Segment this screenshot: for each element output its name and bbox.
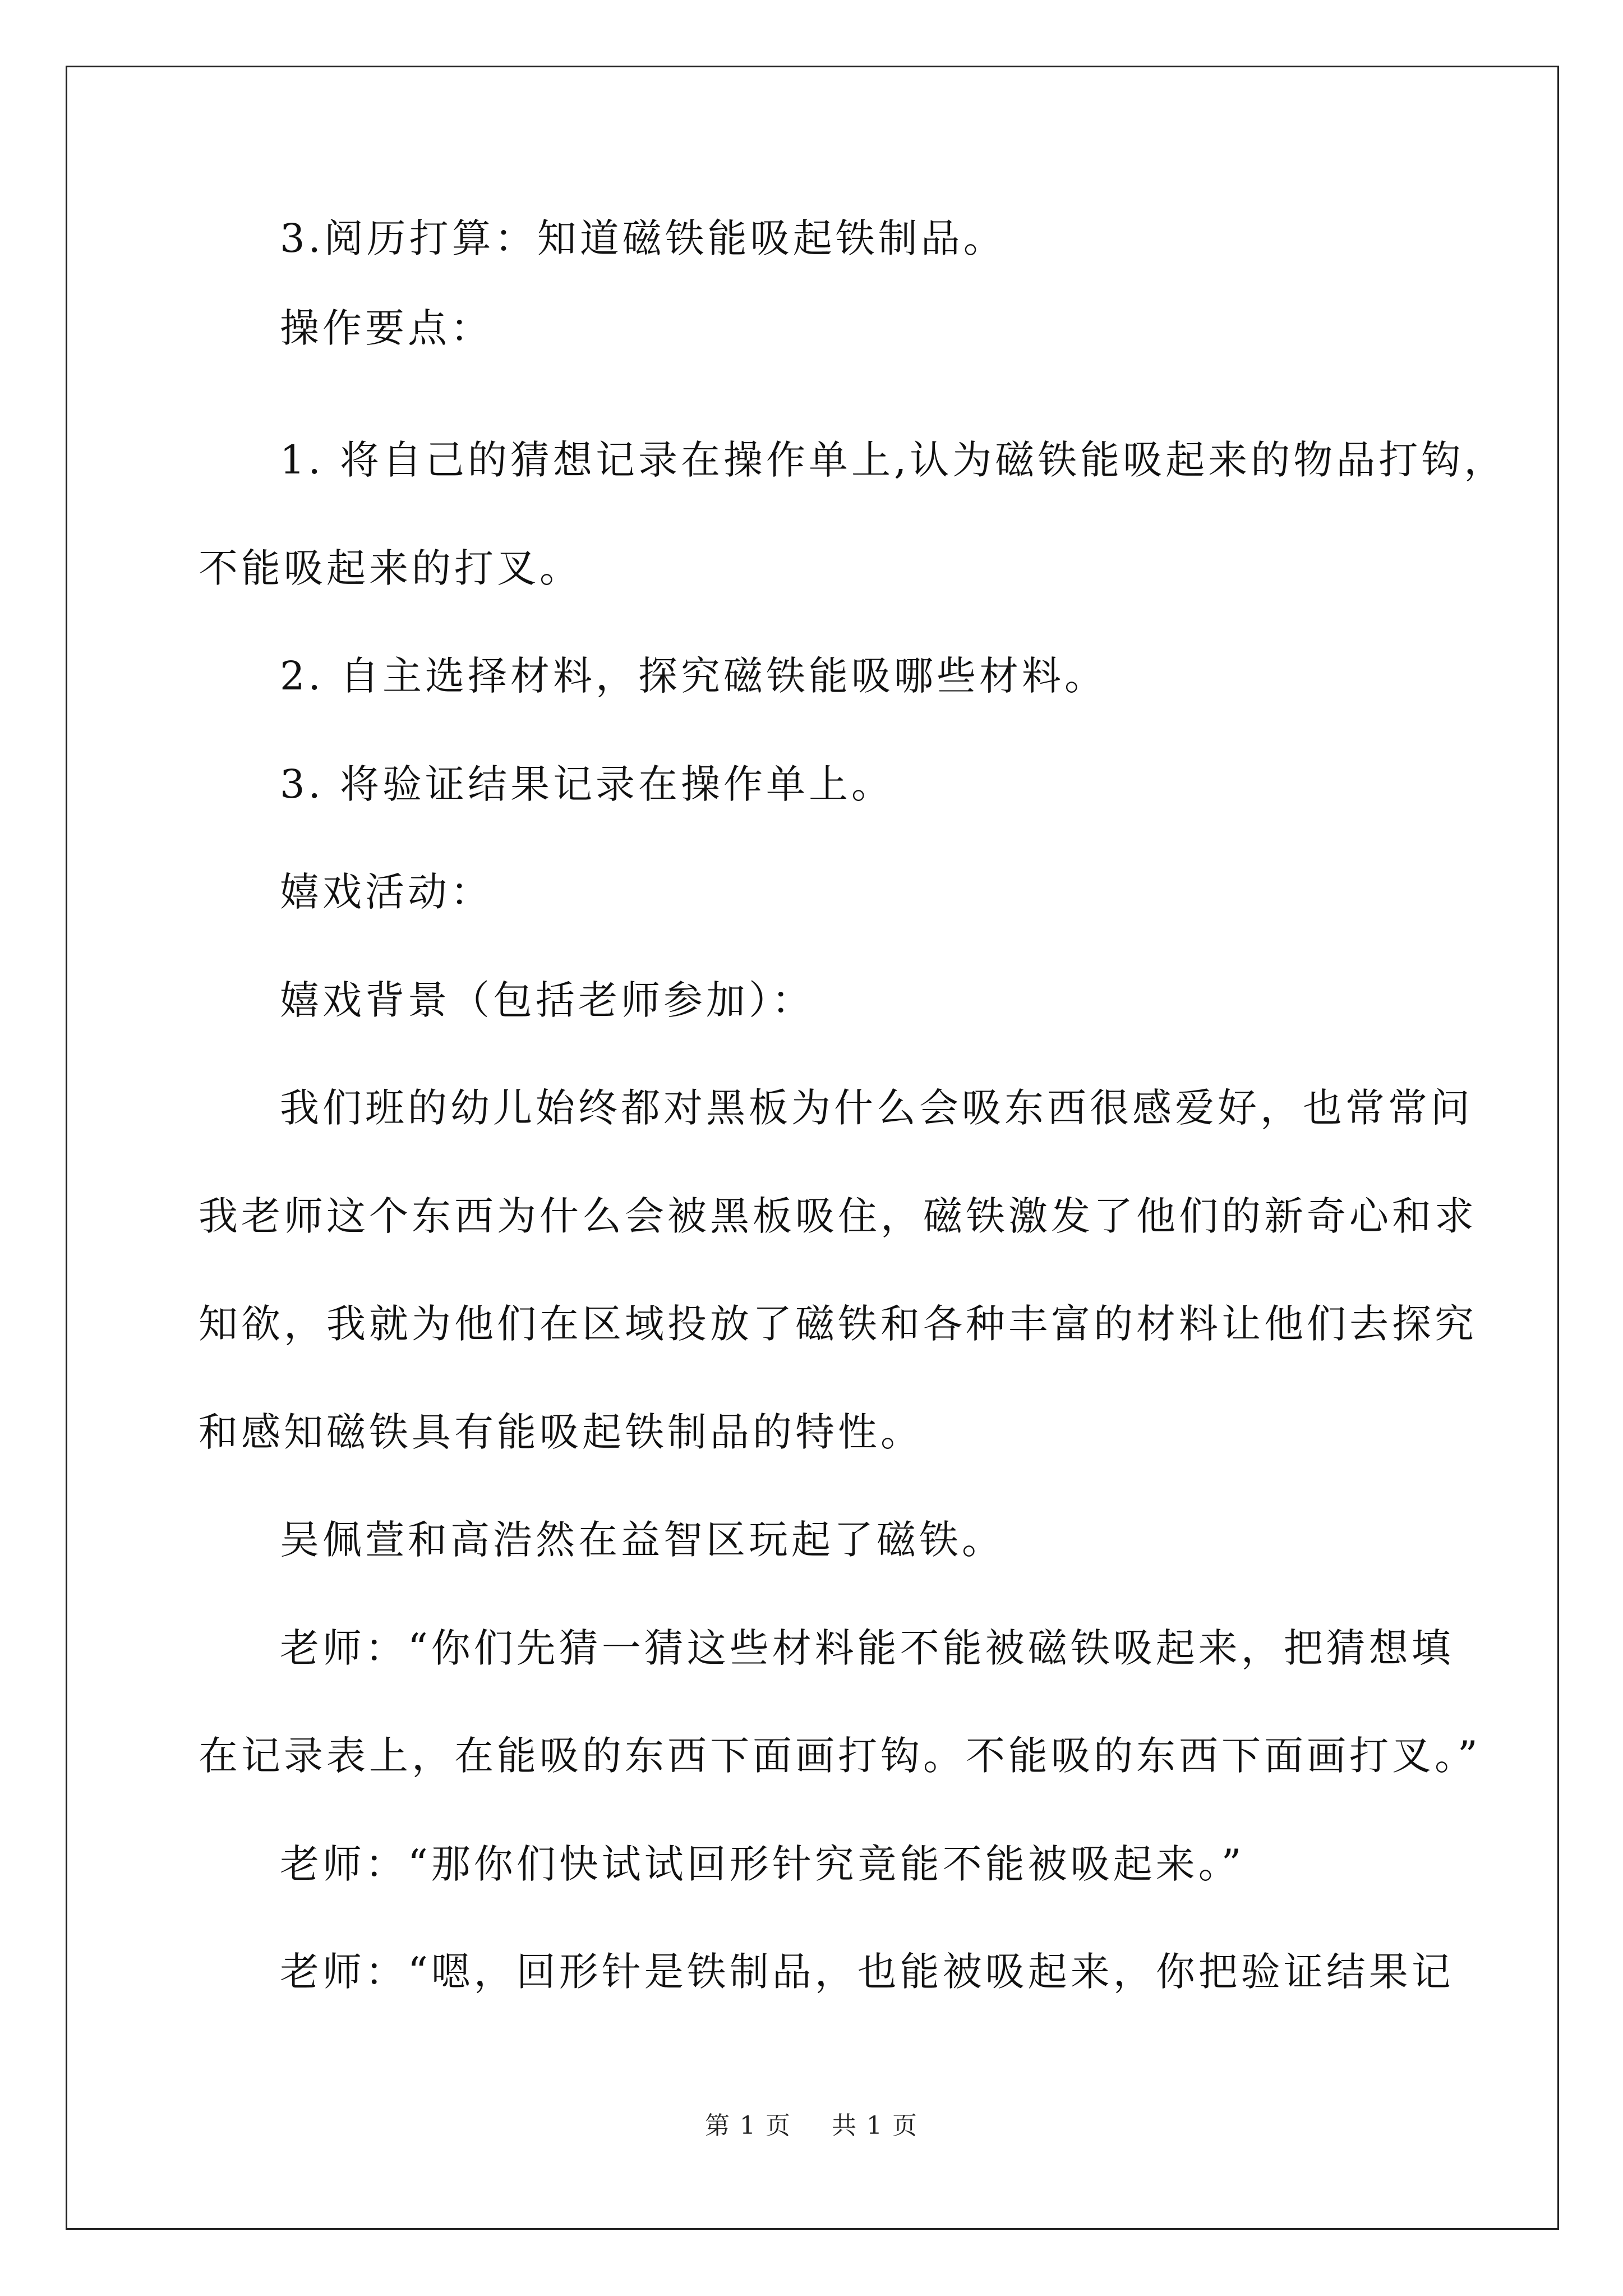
page-total: 共 1 页 (832, 2111, 918, 2140)
text-line-10: 我老师这个东西为什么会被黑板吸住，磁铁激发了他们的新奇心和求 (199, 1193, 1477, 1239)
text-line-5: 2. 自主选择材料，探究磁铁能吸哪些材料。 (280, 653, 1108, 699)
text-line-12: 和感知磁铁具有能吸起铁制品的特性。 (199, 1409, 923, 1455)
text-line-4: 不能吸起来的打叉。 (199, 545, 582, 591)
text-line-9: 我们班的幼儿始终都对黑板为什么会吸东西很感爱好，也常常问 (280, 1085, 1473, 1131)
text-line-1: 3.阅历打算：知道磁铁能吸起铁制品。 (280, 215, 1006, 261)
text-line-6: 3. 将验证结果记录在操作单上。 (280, 761, 895, 807)
page-number: 第 1 页 (705, 2111, 791, 2140)
text-line-7: 嬉戏活动： (280, 869, 493, 915)
text-line-8: 嬉戏背景（包括老师参加）： (280, 977, 814, 1023)
text-line-15: 在记录表上，在能吸的东西下面画打钩。不能吸的东西下面画打叉。” (199, 1733, 1481, 1779)
text-line-16: 老师：“那你们快试试回形针究竟能不能被吸起来。” (280, 1841, 1245, 1887)
text-line-14: 老师：“你们先猜一猜这些材料能不能被磁铁吸起来，把猜想填 (280, 1625, 1454, 1671)
text-line-11: 知欲，我就为他们在区域投放了磁铁和各种丰富的材料让他们去探究 (199, 1301, 1477, 1347)
text-line-3: 1. 将自己的猜想记录在操作单上,认为磁铁能吸起来的物品打钩， (280, 437, 1507, 483)
text-line-2: 操作要点： (280, 305, 493, 351)
text-line-17: 老师：“嗯，回形针是铁制品，也能被吸起来，你把验证结果记 (280, 1949, 1454, 1995)
text-line-13: 吴佩萱和高浩然在益智区玩起了磁铁。 (280, 1517, 1004, 1563)
page-footer (0, 2109, 1623, 2143)
